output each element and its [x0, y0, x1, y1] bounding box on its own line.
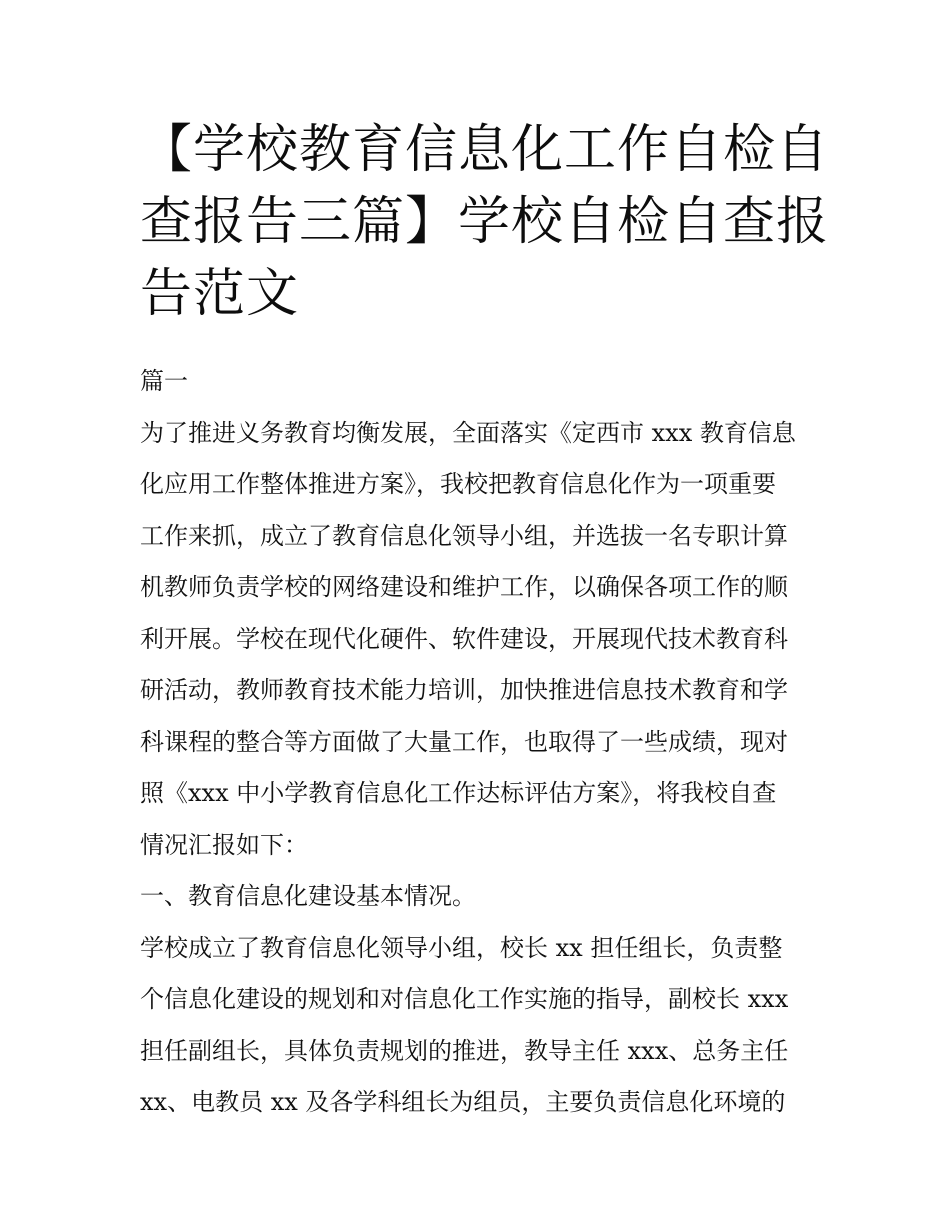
section-heading: 一、教育信息化建设基本情况。 — [140, 882, 476, 910]
paragraph-line: 研活动，教师教育技术能力培训，加快推进信息技术教育和学 — [140, 676, 788, 704]
document-title — [140, 114, 830, 330]
paragraph-line: 情况汇报如下： — [140, 830, 308, 859]
paragraph-line: 照《xxx 中小学教育信息化工作达标评估方案》，将我校自查 — [140, 779, 777, 807]
title-line: 【学校教育信息化工作自检自 — [140, 120, 830, 180]
paragraph-line: xx、电教员 xx 及各学科组长为组员，主要负责信息化环境的 — [140, 1088, 786, 1116]
title-line: 告范文 — [140, 264, 300, 324]
paragraph-line: 个信息化建设的规划和对信息化工作实施的指导，副校长 xxx — [140, 985, 789, 1013]
title-line: 查报告三篇】学校自检自查报 — [140, 192, 830, 252]
paragraph-line: 机教师负责学校的网络建设和维护工作，以确保各项工作的顺 — [140, 573, 788, 601]
paragraph-line: 学校成立了教育信息化领导小组，校长 xx 担任组长，负责整 — [140, 933, 783, 962]
section-label: 篇一 — [140, 367, 188, 395]
paragraph-line: 科课程的整合等方面做了大量工作，也取得了一些成绩，现对 — [140, 727, 788, 756]
paragraph-line: 为了推进义务教育均衡发展，全面落实《定西市 xxx 教育信息 — [140, 418, 796, 447]
paragraph-line: 担任副组长，具体负责规划的推进，教导主任 xxx、总务主任 — [140, 1036, 789, 1065]
paragraph-line: 利开展。学校在现代化硬件、软件建设，开展现代技术教育科 — [140, 624, 788, 653]
paragraph-line: 化应用工作整体推进方案》，我校把教育信息化作为一项重要 — [140, 470, 776, 498]
document-body — [140, 356, 830, 1129]
paragraph-line: 工作来抓，成立了教育信息化领导小组，并选拔一名专职计算 — [140, 521, 788, 550]
